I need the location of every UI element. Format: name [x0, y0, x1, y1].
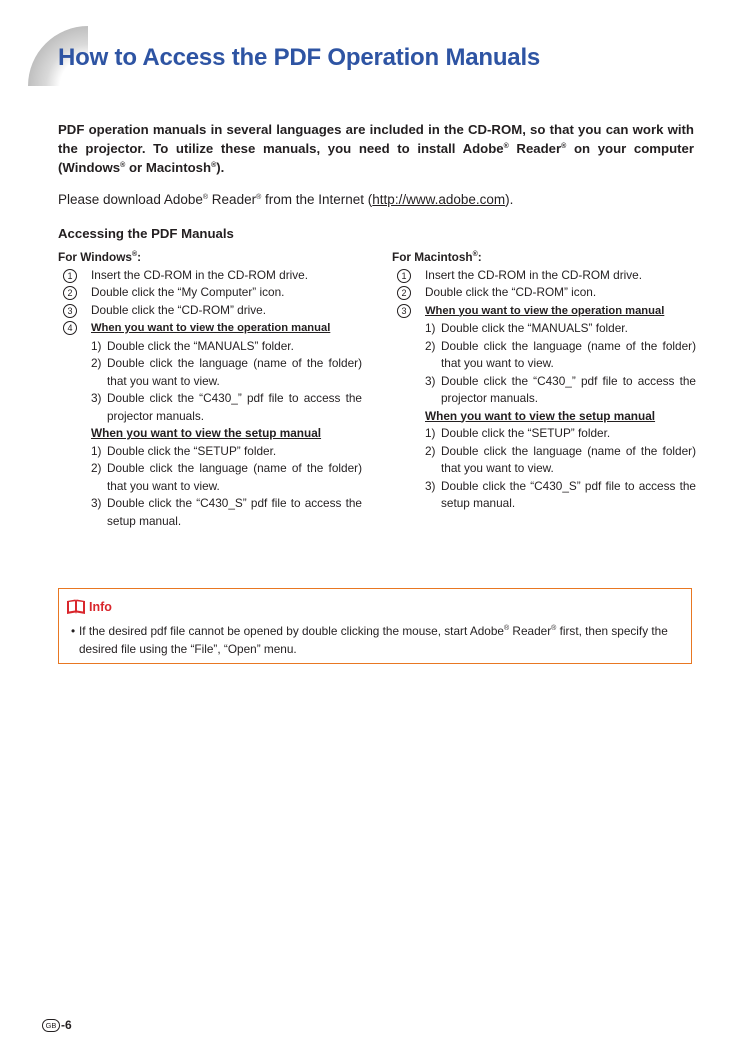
mac-operation-substep-1: [392, 320, 696, 338]
registered-mark: ®: [120, 162, 126, 169]
page-title: How to Access the PDF Operation Manuals: [58, 44, 541, 71]
bullet: •: [71, 624, 76, 638]
mac-column: [392, 249, 696, 513]
info-body-text: Reader: [509, 624, 552, 638]
substep-text: Double click the language (name of the folder) that you want to view.: [107, 461, 362, 493]
registered-mark: ®: [561, 143, 567, 150]
step-number-circle: 3: [397, 304, 411, 318]
step-number-circle: 4: [63, 321, 77, 335]
registered-mark: ®: [503, 143, 509, 150]
substep-text: Double click the “MANUALS” folder.: [441, 321, 628, 335]
mac-setup-substep-1: [392, 425, 696, 443]
info-text: [71, 623, 686, 658]
intro-text: on your computer (Windows: [58, 141, 694, 175]
substep-text: Double click the “SETUP” folder.: [441, 426, 611, 440]
registered-mark: ®: [211, 162, 217, 169]
substep-text: Double click the language (name of the folder) that you want to view.: [441, 338, 696, 370]
substep-number: 1): [425, 321, 436, 335]
info-body: [71, 623, 686, 658]
windows-operation-substep-2: [58, 355, 362, 390]
intro-text: Reader: [508, 141, 562, 156]
substep-text: Double click the language (name of the folder) that you want to view.: [441, 443, 696, 475]
mac-step-2: [392, 284, 696, 302]
mac-heading-text: For Macintosh: [392, 250, 473, 264]
windows-step-4: [58, 319, 362, 338]
substep-text: Double click the “SETUP” folder.: [107, 443, 277, 458]
step-text: Double click the “My Computer” icon.: [91, 285, 285, 299]
substep-number: 3): [425, 478, 436, 493]
adobe-link[interactable]: http://www.adobe.com: [372, 192, 506, 207]
download-text: from the Internet (: [261, 192, 373, 207]
substep-text: Double click the “C430_S” pdf file to access the setup manual.: [107, 496, 362, 528]
registered-mark: ®: [472, 251, 478, 258]
windows-heading-colon: :: [137, 250, 142, 264]
substep-number: 1): [91, 338, 102, 353]
substep-number: 2): [91, 356, 102, 370]
download-text: Reader: [208, 192, 257, 207]
windows-step-3: [58, 302, 362, 320]
windows-column: [58, 249, 362, 530]
download-text: Please download Adobe: [58, 192, 203, 207]
substep-text: Double click the “C430_S” pdf file to access the setup manual.: [441, 478, 696, 510]
info-box: [58, 588, 692, 664]
download-paragraph: [58, 190, 513, 209]
mac-step-3: [392, 302, 696, 321]
registered-mark: ®: [503, 625, 510, 632]
windows-operation-substep-3: [58, 390, 362, 425]
step-text: When you want to view the operation manual: [425, 304, 665, 317]
substep-number: 1): [425, 426, 436, 440]
intro-text: PDF operation manuals in several languages are included in the CD-ROM, so that you can work with the projector. To utilize these manuals, you need to install Adobe: [58, 122, 694, 156]
mac-heading-colon: :: [477, 250, 482, 264]
windows-setup-substep-1: [58, 443, 362, 461]
mac-step-1: [392, 267, 696, 285]
substep-text: Double click the “C430_” pdf file to access the projector manuals.: [107, 391, 362, 423]
step-number-circle: 3: [63, 304, 77, 318]
info-body-text: If the desired pdf file cannot be opened by double clicking the mouse, start Adobe: [79, 624, 504, 638]
mac-operation-substep-3: [392, 373, 696, 408]
download-text: ).: [505, 192, 514, 207]
step-number-circle: 2: [397, 286, 411, 300]
intro-text: ).: [216, 160, 225, 175]
region-badge: GB: [42, 1019, 60, 1032]
substep-text: Double click the “MANUALS” folder.: [107, 338, 294, 353]
substep-text: Double click the language (name of the folder) that you want to view.: [107, 356, 362, 388]
step-text: Double click the “CD-ROM” icon.: [425, 285, 597, 299]
step-number-circle: 2: [63, 286, 77, 300]
substep-number: 2): [425, 443, 436, 458]
step-text: Double click the “CD-ROM” drive.: [91, 302, 267, 317]
intro-paragraph: [58, 120, 694, 177]
windows-setup-substep-2: [58, 460, 362, 495]
substep-number: 1): [91, 443, 102, 458]
intro-text: or Macintosh: [125, 160, 212, 175]
substep-number: 3): [91, 391, 102, 405]
substep-text: Double click the “C430_” pdf file to access the projector manuals.: [441, 373, 696, 405]
mac-heading: [392, 249, 696, 267]
section-heading: Accessing the PDF Manuals: [58, 226, 234, 241]
mac-setup-substep-3: [392, 478, 696, 513]
windows-step-1: [58, 267, 362, 285]
page-number-text: -6: [61, 1018, 72, 1032]
windows-setup-heading: When you want to view the setup manual: [91, 426, 322, 440]
substep-number: 2): [91, 461, 102, 475]
windows-step-2: [58, 284, 362, 302]
substep-number: 3): [425, 373, 436, 388]
book-icon: [66, 599, 86, 615]
registered-mark: ®: [202, 194, 209, 201]
registered-mark: ®: [551, 625, 557, 632]
step-number-circle: 1: [397, 269, 411, 283]
registered-mark: ®: [256, 194, 262, 201]
mac-setup-heading: When you want to view the setup manual: [425, 408, 656, 423]
registered-mark: ®: [131, 251, 138, 258]
windows-operation-substep-1: [58, 338, 362, 356]
substep-number: 2): [425, 338, 436, 353]
step-number-circle: 1: [63, 269, 77, 283]
windows-heading-text: For Windows: [58, 250, 132, 264]
step-text: Insert the CD-ROM in the CD-ROM drive.: [425, 267, 642, 282]
step-text: Insert the CD-ROM in the CD-ROM drive.: [91, 267, 308, 282]
mac-operation-substep-2: [392, 338, 696, 373]
mac-setup-substep-2: [392, 443, 696, 478]
windows-setup-substep-3: [58, 495, 362, 530]
step-text: When you want to view the operation manual: [91, 322, 331, 334]
windows-heading: [58, 249, 362, 267]
info-label: Info: [89, 600, 112, 614]
info-body-text: first, then specify the desired file using the “File”, “Open” menu.: [79, 624, 668, 656]
substep-number: 3): [91, 496, 102, 510]
